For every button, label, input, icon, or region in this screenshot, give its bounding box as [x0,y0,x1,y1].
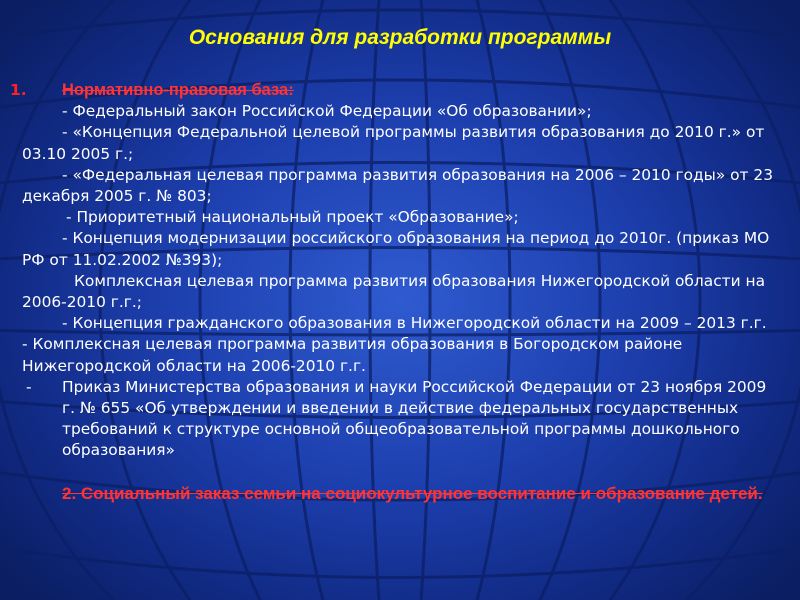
slide-title: Основания для разработки программы [188,26,612,49]
list-item: - Комплексная целевая программа развития образования в Богородском районе Нижегородской области на 2006-2010 г.г. [22,335,683,375]
section-1-heading: Нормативно-правовая база: [62,81,294,99]
list-item: - «Федеральная целевая программа развития образования на 2006 – 2010 годы» от 23 декабря 2005 г. № 803; [22,165,773,206]
list-item: - «Концепция Федеральной целевой программы развития образования до 2010 г.» от 03.10 2005 г.; [22,123,765,163]
section-2-heading: 2. Социальный заказ семьи на социокультурное воспитание и образование детей. [62,483,763,503]
section-1-number: 1. [10,81,27,99]
list-item-order [22,377,777,462]
list-dash: - [26,377,32,396]
list-item: Комплексная целевая программа развития образования Нижегородской области на 2006-2010 г.г.; [22,271,766,312]
slide-content [10,80,777,505]
list-item: - Федеральный закон Российской Федерации «Об образовании»; [62,102,592,121]
section-1-heading-line [10,80,777,101]
list-item: - Концепция гражданского образования в Нижегородской области на 2009 – 2013 г.г. [62,314,767,333]
list-item: - Приоритетный национальный проект «Образование»; [66,208,519,227]
list-item-text: Приказ Министерства образования и науки Российской Федерации от 23 ноября 2009 г. № 655 «Об утверждении и введении в действие федеральных государственных требований к структуре основной общеобразовательной программы дошкольного образования» [62,377,767,460]
list-item: - Концепция модернизации российского образования на период до 2010г. (приказ МО РФ от 11.02.2002 №393); [22,229,770,269]
